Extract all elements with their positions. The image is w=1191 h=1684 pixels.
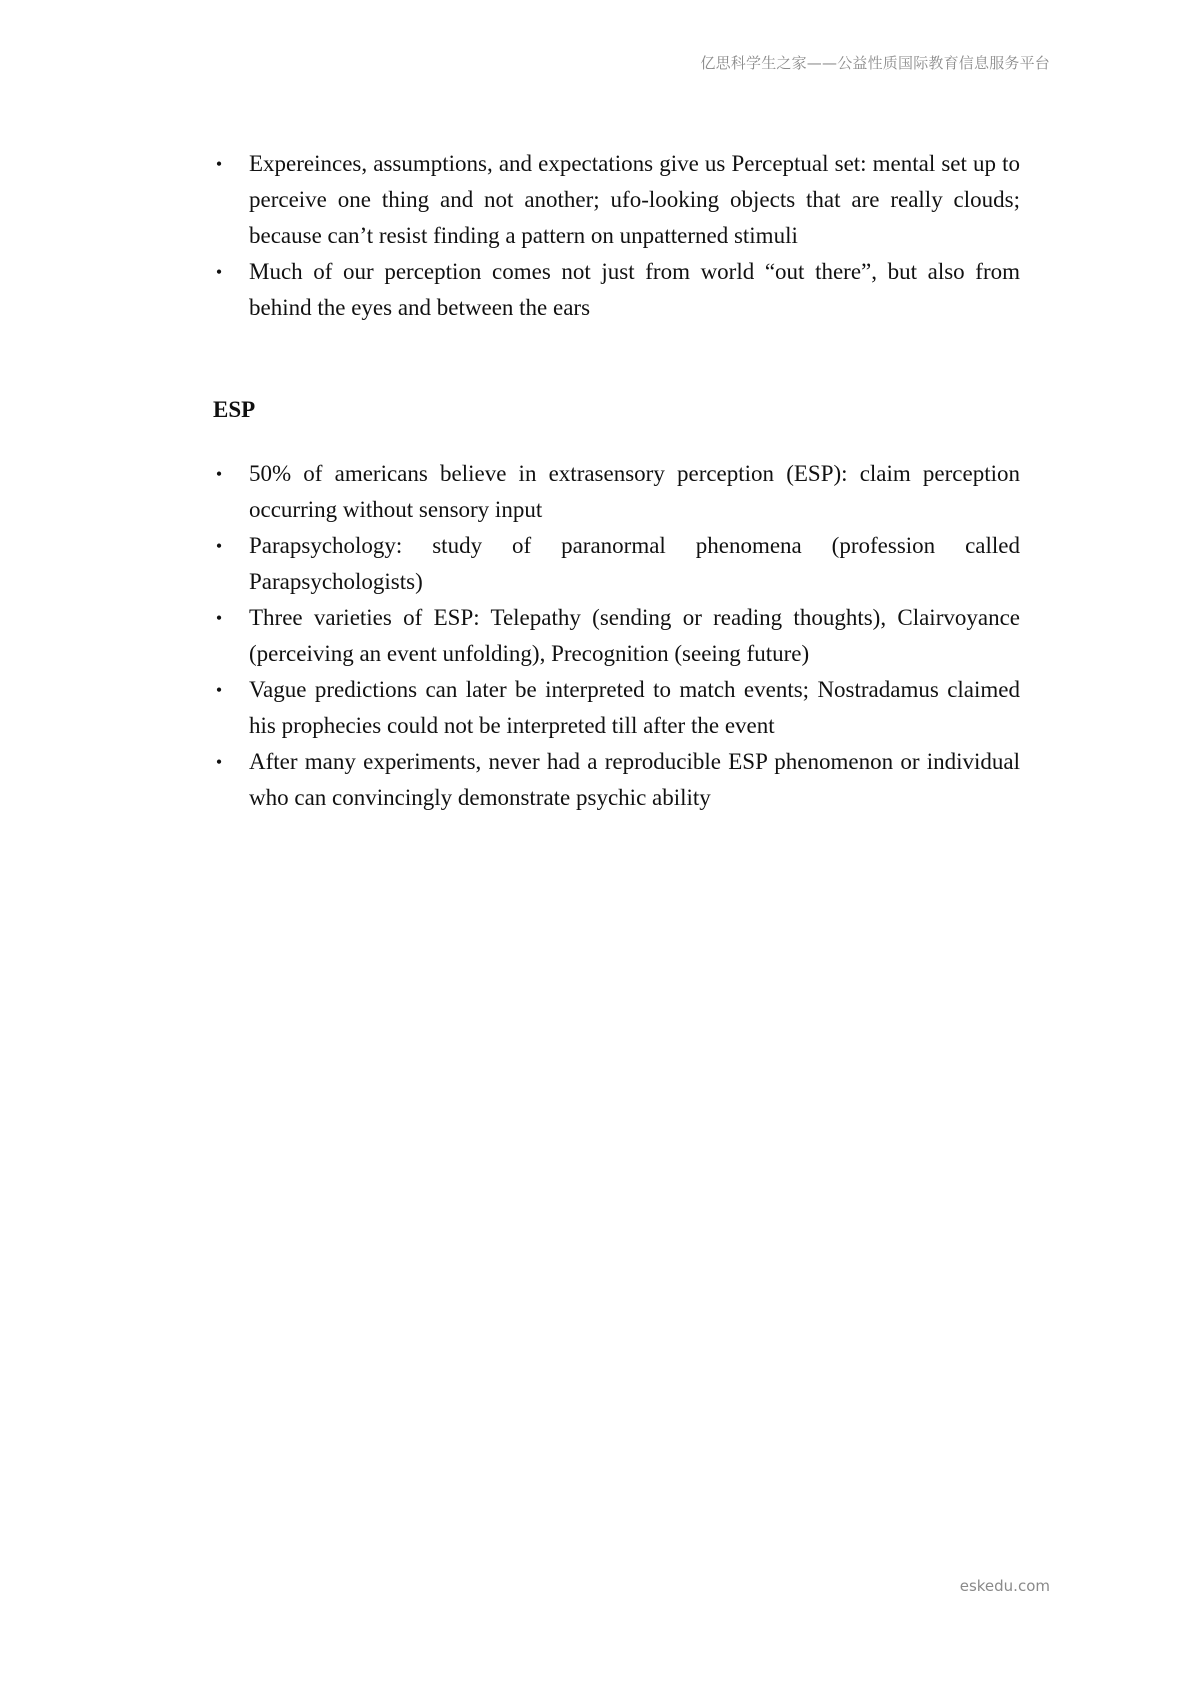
list-item — [213, 254, 1020, 326]
list-item — [213, 146, 1020, 254]
list-item — [213, 528, 1020, 600]
bullet-icon: • — [215, 464, 223, 484]
list-item-text: Three varieties of ESP: Telepathy (sending or reading thoughts), Clairvoyance (perceiving an event unfolding), Precognition (seeing future) — [249, 605, 1020, 666]
list-item-text: 50% of americans believe in extrasensory perception (ESP): claim perception occurring without sensory input — [249, 461, 1020, 522]
section-heading-esp: ESP — [213, 397, 256, 422]
list-item-text: Vague predictions can later be interpreted to match events; Nostradamus claimed his prophecies could not be interpreted till after the event — [249, 677, 1020, 738]
bullet-icon: • — [215, 752, 223, 772]
page-footer: eskedu.com — [959, 1577, 1050, 1595]
list-item-text: Much of our perception comes not just from world “out there”, but also from behind the eyes and between the ears — [249, 259, 1020, 320]
page-header: 亿思科学生之家——公益性质国际教育信息服务平台 — [700, 54, 1050, 72]
document-body — [213, 146, 1020, 816]
list-item — [213, 672, 1020, 744]
list-item-text: Expereinces, assumptions, and expectations give us Perceptual set: mental set up to perceive one thing and not another; ufo-looking objects that are really clouds; because can’t resist finding a pattern on unpatterned stimuli — [249, 151, 1020, 248]
intro-bullet-list — [213, 146, 1020, 326]
list-item — [213, 744, 1020, 816]
list-item-text: After many experiments, never had a reproducible ESP phenomenon or individual who can convincingly demonstrate psychic ability — [249, 749, 1020, 810]
bullet-icon: • — [215, 262, 223, 282]
list-item — [213, 456, 1020, 528]
esp-bullet-list — [213, 456, 1020, 816]
list-item — [213, 600, 1020, 672]
list-item-text: Parapsychology: study of paranormal phenomena (profession called Parapsychologists) — [249, 533, 1020, 594]
section-heading-wrap — [213, 392, 1020, 428]
bullet-icon: • — [215, 536, 223, 556]
bullet-icon: • — [215, 154, 223, 174]
bullet-icon: • — [215, 608, 223, 628]
bullet-icon: • — [215, 680, 223, 700]
